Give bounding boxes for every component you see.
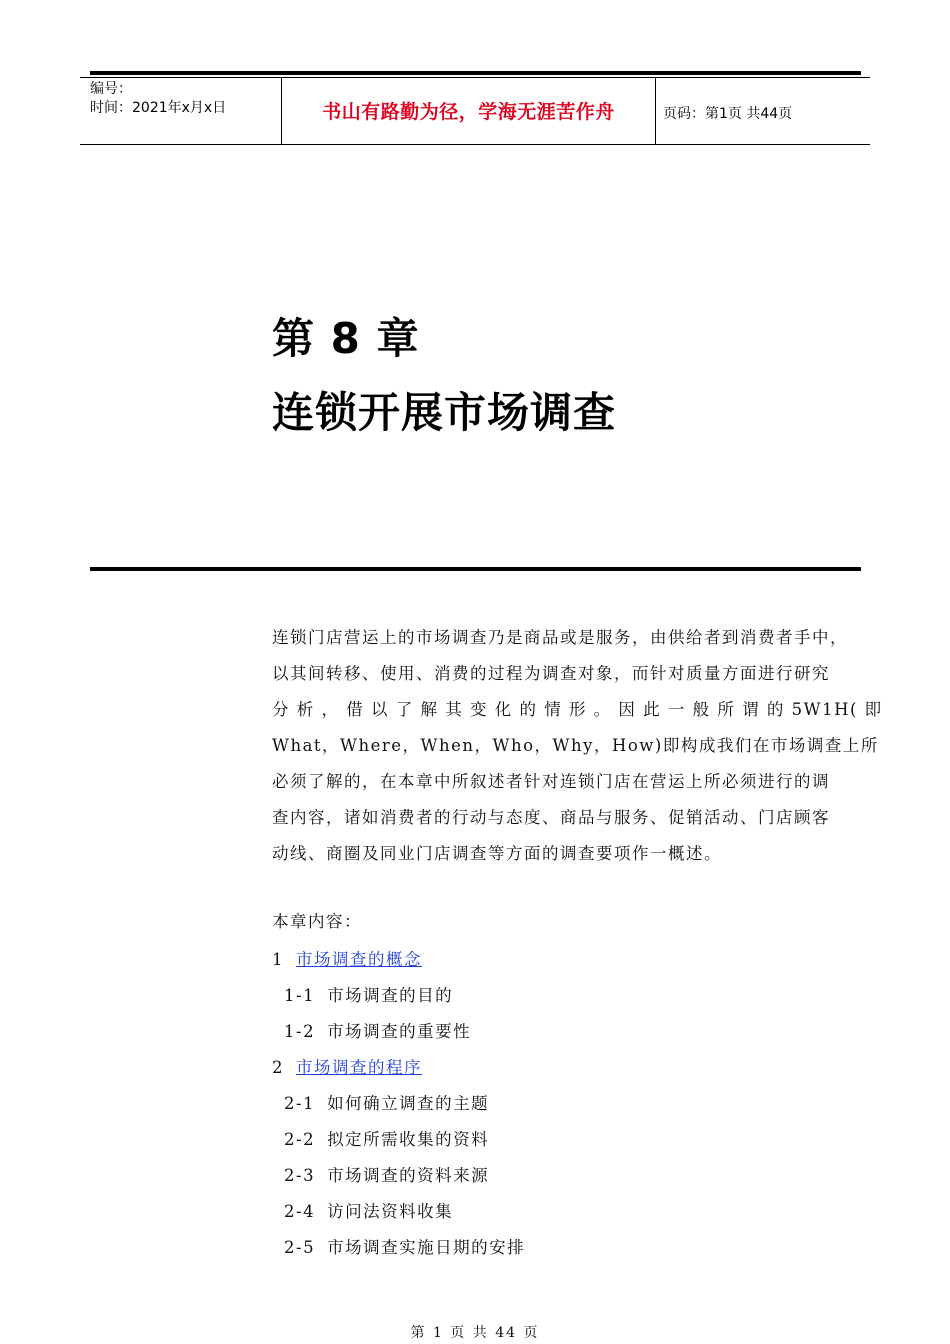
toc-section-number: 1: [272, 950, 284, 969]
paragraph-line: 查内容，诸如消费者的行动与态度、商品与服务、促销活动、门店顾客: [272, 808, 830, 827]
paragraph-line: 动线、商圈及同业门店调查等方面的调查要项作一概述。: [272, 844, 722, 863]
paragraph-line: What，Where，When，Who，Why，How)即构成我们在市场调查上所: [272, 736, 879, 755]
serial-label: 编号：: [90, 81, 132, 97]
toc-link-procedure[interactable]: 市场调查的程序: [296, 1058, 422, 1077]
toc-subsection: [272, 1086, 525, 1122]
intro-paragraph: [272, 620, 883, 872]
toc-section-number: 2: [272, 1058, 284, 1077]
table-of-contents: [272, 942, 525, 1266]
paragraph-line: 必须了解的，在本章中所叙述者针对连锁门店在营运上所必须进行的调: [272, 772, 830, 791]
toc-sub-number: 1-1: [284, 986, 316, 1005]
toc-sub-number: 2-1: [284, 1094, 316, 1113]
toc-sub-label: 如何确立调查的主题: [327, 1094, 490, 1113]
toc-sub-label: 市场调查实施日期的安排: [327, 1238, 526, 1257]
header-bottom-rule: [80, 144, 870, 145]
header-divider: [655, 77, 656, 144]
toc-sub-label: 市场调查的资料来源: [327, 1166, 490, 1185]
chapter-separator: [90, 567, 861, 571]
toc-sub-label: 访问法资料收集: [327, 1202, 454, 1221]
toc-sub-number: 2-3: [284, 1166, 316, 1185]
toc-sub-number: 2-5: [284, 1238, 316, 1257]
toc-subsection: [272, 978, 525, 1014]
paragraph-line: 连锁门店营运上的市场调查乃是商品或是服务，由供给者到消费者手中，: [272, 628, 848, 647]
toc-sub-label: 市场调查的重要性: [327, 1022, 472, 1041]
time-label: 时间：2021年x月x日: [90, 100, 227, 116]
toc-subsection: [272, 1122, 525, 1158]
toc-sub-number: 1-2: [284, 1022, 316, 1041]
paragraph-line: 分 析 ， 借 以 了 解 其 变 化 的 情 形 。 因 此 一 般 所 谓 的 5W1H( 即: [272, 700, 883, 719]
header-motto: 书山有路勤为径，学海无涯苦作舟: [322, 101, 615, 123]
page-footer: 第 1 页 共 44 页: [410, 1325, 540, 1341]
toc-section: [272, 942, 525, 978]
chapter-number: 第 8 章: [272, 314, 420, 363]
header-meta: [90, 80, 226, 118]
toc-heading: 本章内容：: [272, 912, 362, 931]
toc-section: [272, 1050, 525, 1086]
toc-subsection: [272, 1194, 525, 1230]
header-top-rule: [90, 71, 861, 75]
toc-link-concept[interactable]: 市场调查的概念: [296, 950, 422, 969]
toc-subsection: [272, 1230, 525, 1266]
header-page-label: 页码：第1页 共44页: [663, 106, 793, 122]
toc-sub-number: 2-2: [284, 1130, 316, 1149]
toc-sub-label: 拟定所需收集的资料: [327, 1130, 490, 1149]
toc-sub-number: 2-4: [284, 1202, 316, 1221]
header-rule: [80, 77, 870, 78]
chapter-title: 连锁开展市场调查: [272, 388, 617, 437]
toc-subsection: [272, 1014, 525, 1050]
paragraph-line: 以其间转移、使用、消费的过程为调查对象，而针对质量方面进行研究: [272, 664, 830, 683]
toc-sub-label: 市场调查的目的: [327, 986, 454, 1005]
toc-subsection: [272, 1158, 525, 1194]
